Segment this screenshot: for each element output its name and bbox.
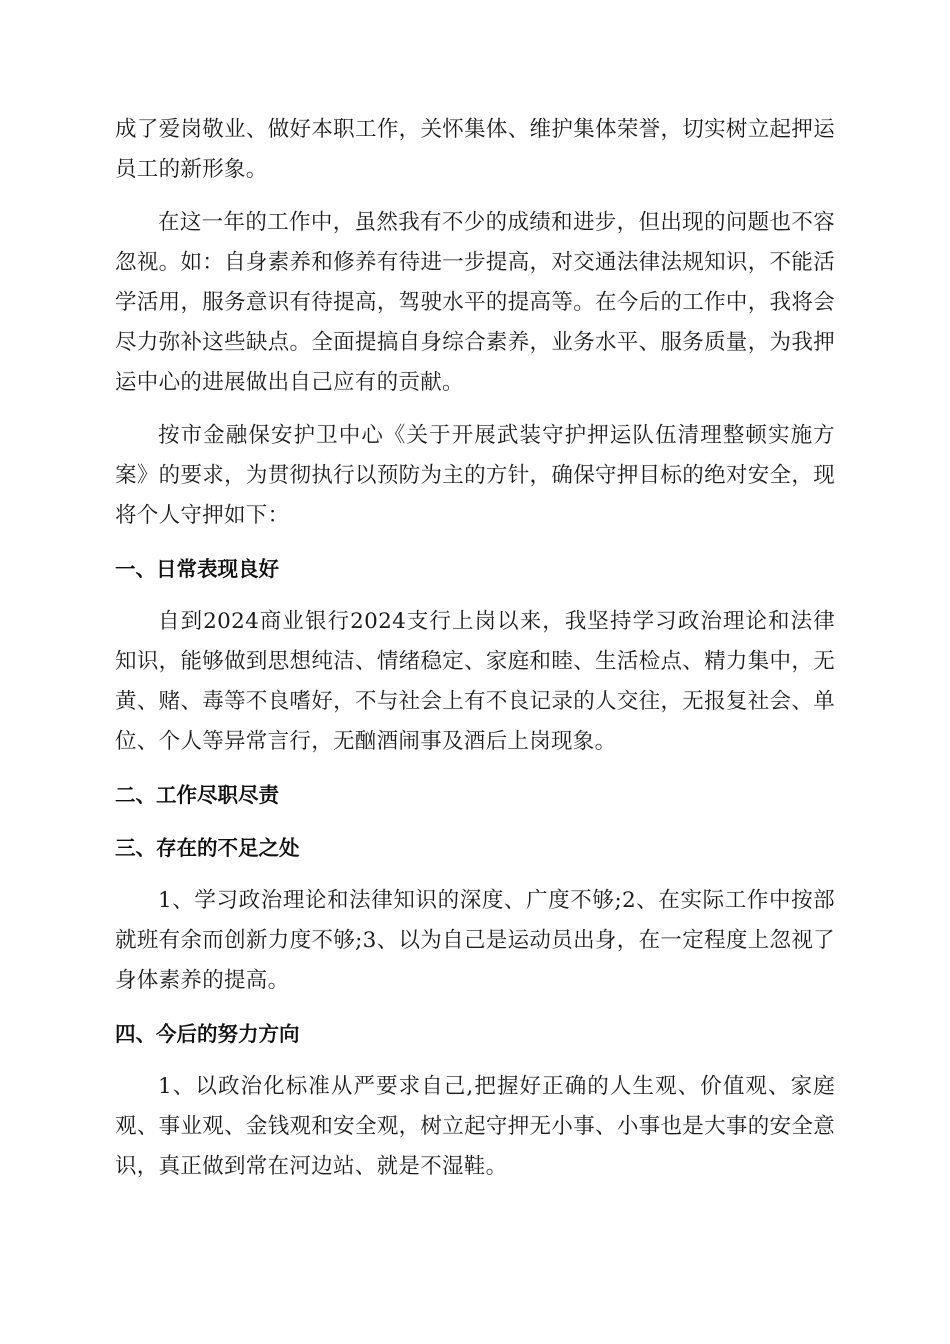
section-heading: 三、存在的不足之处 xyxy=(115,836,300,860)
paragraph: 1、以政治化标准从严要求自己,把握好正确的人生观、价值观、家庭观、事业观、金钱观和安全观，树立起守押无小事、小事也是大事的安全意识，真正做到常在河边站、就是不湿鞋。 xyxy=(115,1074,835,1179)
document-body xyxy=(115,110,835,1200)
paragraph: 自到2024商业银行2024支行上岗以来，我坚持学习政治理论和法律知识，能够做到思想纯洁、情绪稳定、家庭和睦、生活检点、精力集中，无黄、赌、毒等不良嗜好，不与社会上有不良记录的人交往，无报复社会、单位、个人等异常言行，无酗酒闹事及酒后上岗现象。 xyxy=(115,609,835,754)
paragraph: 成了爱岗敬业、做好本职工作，关怀集体、维护集体荣誉，切实树立起押运员工的新形象。 xyxy=(115,117,835,182)
section-heading: 一、日常表现良好 xyxy=(115,557,279,581)
paragraph: 按市金融保安护卫中心《关于开展武装守护押运队伍清理整顿实施方案》的要求，为贯彻执行以预防为主的方针，确保守押目标的绝对安全，现将个人守押如下： xyxy=(115,423,835,528)
paragraph: 1、学习政治理论和法律知识的深度、广度不够;2、在实际工作中按部就班有余而创新力度不够;3、以为自己是运动员出身，在一定程度上忽视了身体素养的提高。 xyxy=(115,888,835,993)
section-heading: 二、工作尽职尽责 xyxy=(115,783,279,807)
paragraph: 在这一年的工作中，虽然我有不少的成绩和进步，但出现的问题也不容忽视。如：自身素养和修养有待进一步提高，对交通法律法规知识，不能活学活用，服务意识有待提高，驾驶水平的提高等。在今后的工作中，我将会尽力弥补这些缺点。全面提搞自身综合素养，业务水平、服务质量，为我押运中心的进展做出自己应有的贡献。 xyxy=(115,210,835,395)
section-heading: 四、今后的努力方向 xyxy=(115,1022,300,1046)
